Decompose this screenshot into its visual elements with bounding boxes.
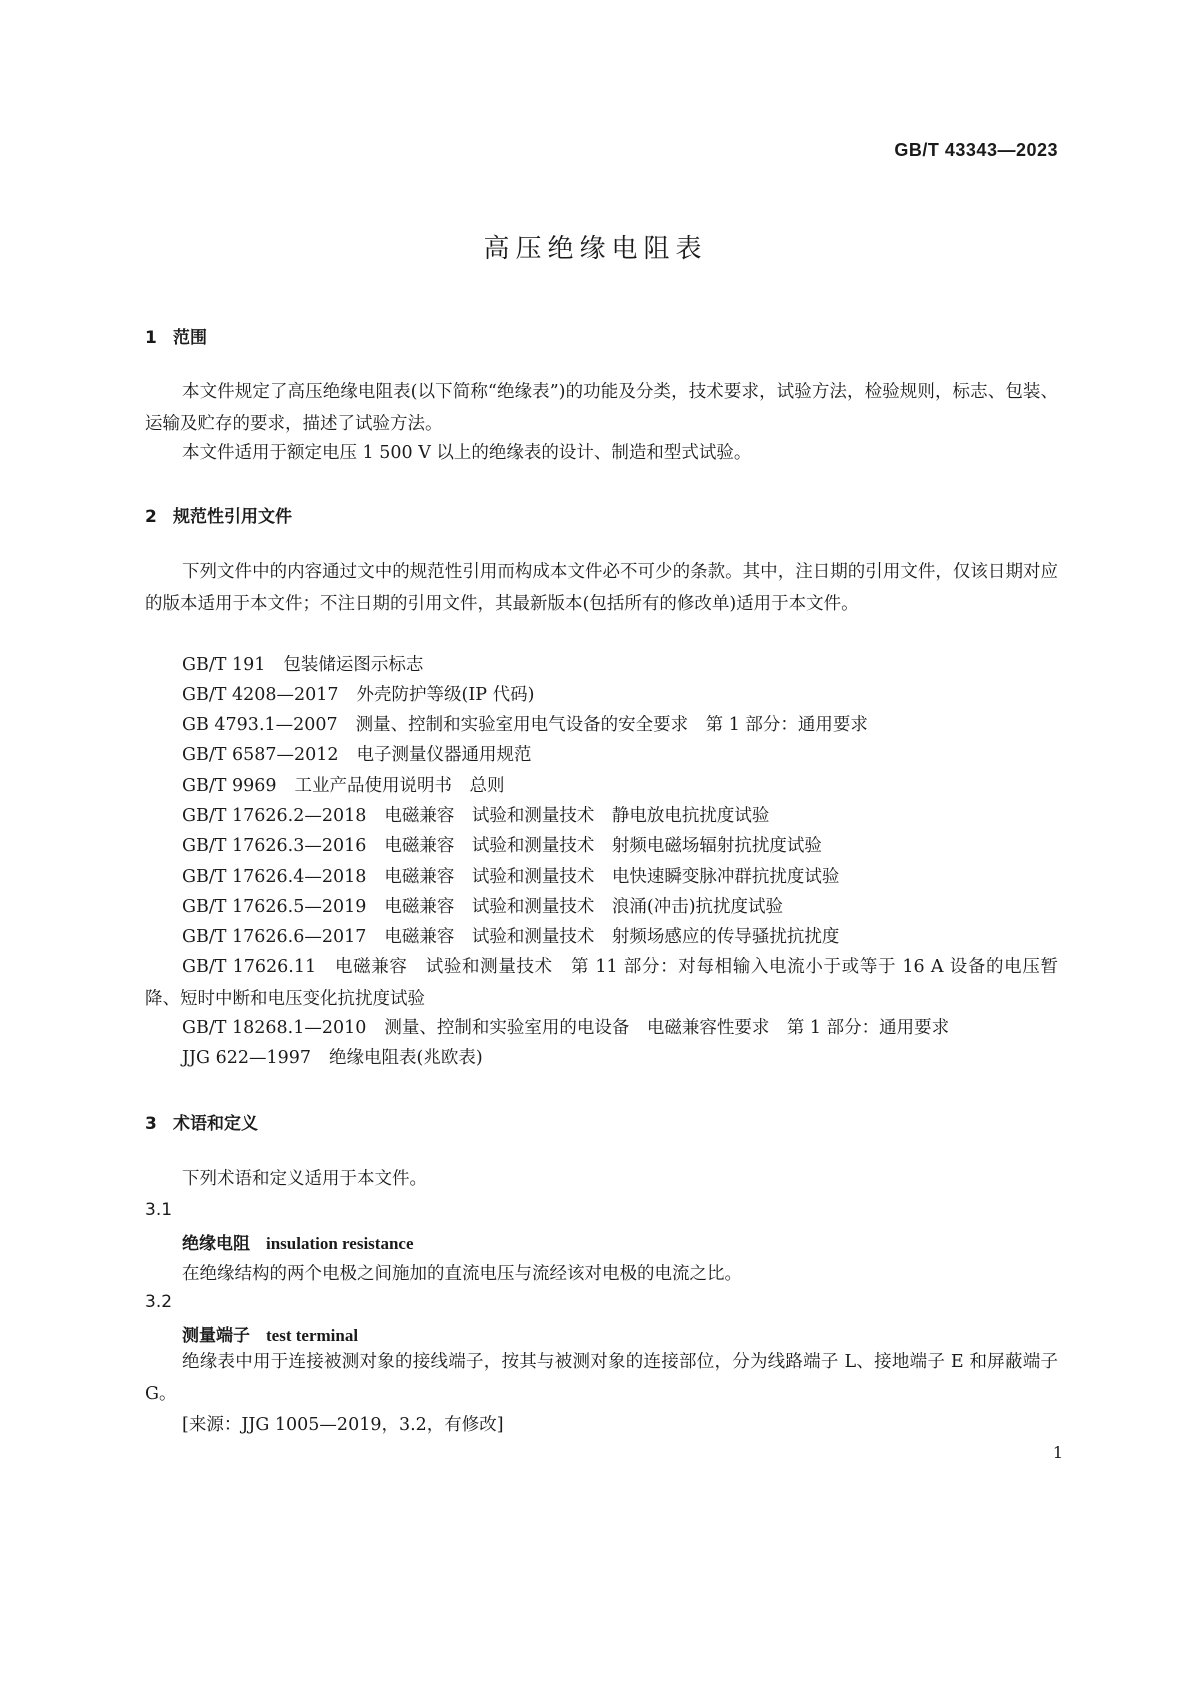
normative-intro: 下列文件中的内容通过文中的规范性引用而构成本文件必不可少的条款。其中，注日期的引用文件，仅该日期对应的版本适用于本文件；不注日期的引用文件，其最新版本(包括所有的修改单)适用于本文件。 [145,562,1058,614]
term-zh: 测量端子 [182,1326,250,1346]
term-definition: 在绝缘结构的两个电极之间施加的直流电压与流经该对电极的电流之比。 [182,1264,742,1284]
scope-paragraph-2: 本文件适用于额定电压 1 500 V 以上的绝缘表的设计、制造和型式试验。 [182,443,752,463]
reference-code: GB/T 191 [182,655,266,675]
term-en: insulation resistance [266,1234,414,1253]
reference-title: 绝缘电阻表(兆欧表) [329,1048,483,1068]
section-number: 1 [145,328,157,348]
term-en: test terminal [266,1326,359,1345]
reference-code: GB/T 17626.3—2016 [182,836,367,856]
reference-title: 包装储运图示标志 [283,655,424,675]
section-heading-terms [145,1109,258,1134]
reference-code: GB/T 17626.4—2018 [182,867,367,887]
reference-title: 工业产品使用说明书 总则 [294,776,505,796]
term-zh: 绝缘电阻 [182,1234,250,1254]
reference-title: 电磁兼容 试验和测量技术 电快速瞬变脉冲群抗扰度试验 [384,867,840,887]
scope-paragraph-1: 本文件规定了高压绝缘电阻表(以下简称“绝缘表”)的功能及分类，技术要求，试验方法，检验规则，标志、包装、运输及贮存的要求，描述了试验方法。 [145,382,1058,434]
section-heading-scope [145,323,207,348]
terms-intro: 下列术语和定义适用于本文件。 [182,1169,427,1189]
reference-code: GB/T 17626.5—2019 [182,897,367,917]
reference-code: GB/T 9969 [182,776,277,796]
term-definition: 绝缘表中用于连接被测对象的接线端子，按其与被测对象的连接部位，分为线路端子 L、接地端子 E 和屏蔽端子 G。 [145,1352,1058,1404]
reference-item [182,681,534,706]
reference-item [182,1044,483,1069]
reference-item [182,832,822,857]
document-title: 高压绝缘电阻表 [483,234,708,264]
reference-title: 测量、控制和实验室用的电设备 电磁兼容性要求 第 1 部分：通用要求 [384,1018,950,1038]
clause-number: 3.1 [145,1200,173,1220]
reference-code: JJG 622—1997 [182,1048,312,1068]
reference-item [182,802,769,827]
section-number: 2 [145,507,157,527]
standard-code: GB/T 43343—2023 [894,140,1058,160]
reference-title: 电子测量仪器通用规范 [356,745,532,765]
term-heading [182,1229,414,1254]
reference-code: GB/T 17626.6—2017 [182,927,367,947]
reference-code: GB/T 6587—2012 [182,745,339,765]
reference-code: GB/T 17626.2—2018 [182,806,367,826]
reference-item-wrapped: GB/T 17626.11 电磁兼容 试验和测量技术 第 11 部分：对每相输入电流小于或等于 16 A 设备的电压暂降、短时中断和电压变化抗扰度试验 [145,957,1058,1009]
reference-item [182,711,868,736]
section-heading-normative-references [145,502,292,527]
reference-item [182,1014,949,1039]
reference-code: GB/T 4208—2017 [182,685,339,705]
reference-code: GB/T 18268.1—2010 [182,1018,367,1038]
page-number: 1 [1052,1443,1063,1462]
section-number: 3 [145,1114,157,1134]
clause-number: 3.2 [145,1292,173,1312]
reference-code: GB 4793.1—2007 [182,715,338,735]
reference-title: 测量、控制和实验室用电气设备的安全要求 第 1 部分：通用要求 [355,715,868,735]
reference-title: 电磁兼容 试验和测量技术 射频电磁场辐射抗扰度试验 [384,836,822,856]
reference-item [182,923,839,948]
reference-item [182,893,783,918]
section-title: 术语和定义 [173,1114,258,1134]
term-source: [来源：JJG 1005—2019，3.2，有修改] [182,1415,504,1435]
reference-item [182,863,839,888]
reference-item [182,772,505,797]
reference-title: 外壳防护等级(IP 代码) [356,685,535,705]
term-heading [182,1321,358,1346]
section-title: 范围 [173,328,207,348]
reference-title: 电磁兼容 试验和测量技术 静电放电抗扰度试验 [384,806,770,826]
reference-item [182,651,423,676]
section-title: 规范性引用文件 [173,507,292,527]
reference-item [182,741,532,766]
reference-title: 电磁兼容 试验和测量技术 浪涌(冲击)抗扰度试验 [384,897,784,917]
reference-title: 电磁兼容 试验和测量技术 射频场感应的传导骚扰抗扰度 [384,927,840,947]
